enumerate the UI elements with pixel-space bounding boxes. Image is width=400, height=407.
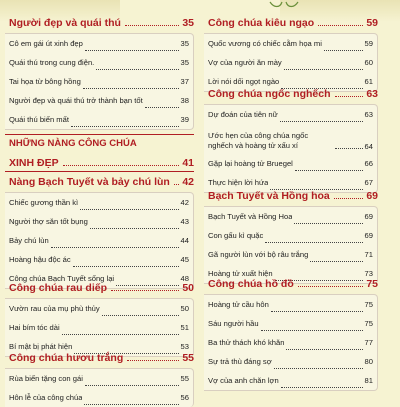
entry-title: Ước hẹn của công chúa ngốc nghếch và hoàng tử xấu xí (208, 131, 309, 150)
entry-page: 44 (180, 236, 189, 245)
entry-list (204, 206, 378, 284)
section-heading[interactable] (204, 276, 378, 290)
list-item[interactable] (204, 207, 377, 226)
list-item[interactable] (204, 105, 377, 124)
leader-dots (265, 242, 362, 243)
entry-page: 35 (180, 39, 189, 48)
list-item[interactable] (204, 245, 377, 264)
section-title: Công chúa ngốc nghếch (208, 88, 331, 100)
entry-title: Dự đoán của tiên nữ (208, 110, 278, 119)
leader-dots (80, 209, 178, 210)
leader-dots (90, 228, 179, 229)
section-heading[interactable] (204, 15, 378, 29)
entry-title: Chiếc gương thần kì (9, 198, 79, 207)
entry-title: Sáu người hầu (208, 319, 259, 328)
section-heading[interactable] (204, 188, 378, 202)
leader-dots (261, 330, 363, 331)
entry-page: 75 (364, 319, 373, 328)
entry-title: Vườn rau của mụ phù thủy (9, 304, 100, 313)
section-title: Người đẹp và quái thú (9, 17, 121, 29)
entry-page: 43 (180, 217, 189, 226)
entry-page: 37 (180, 77, 189, 86)
list-item[interactable] (5, 110, 193, 129)
section-cong-chua-huou-trang (5, 350, 194, 407)
entry-page: 45 (180, 255, 189, 264)
section-heading[interactable] (204, 86, 378, 100)
leader-dots (271, 311, 363, 312)
list-item[interactable] (5, 212, 193, 231)
entry-list (5, 368, 194, 407)
leader-dots (84, 404, 178, 405)
entry-title: Tai họa từ bông hồng (9, 77, 81, 86)
leader-dots (111, 290, 179, 291)
list-item[interactable] (5, 318, 193, 337)
list-item[interactable] (204, 53, 377, 72)
entry-title: Lời nói dối ngọt ngào (208, 77, 280, 86)
entry-page: 71 (364, 250, 373, 259)
leader-dots (294, 223, 362, 224)
section-page: 35 (182, 17, 194, 29)
leader-dots (174, 184, 179, 185)
list-item[interactable] (204, 352, 377, 371)
leader-dots (281, 387, 363, 388)
leader-dots (145, 107, 179, 108)
leader-dots (127, 360, 179, 361)
entry-page: 69 (364, 212, 373, 221)
entry-title: Bảy chú lùn (9, 236, 49, 245)
entry-title: Bạch Tuyết và Hồng Hoa (208, 212, 293, 221)
list-item[interactable] (5, 72, 193, 91)
entry-title: Hoàng tử cầu hôn (208, 300, 269, 309)
divider-line (5, 134, 194, 135)
list-item[interactable] (204, 295, 377, 314)
list-item[interactable] (5, 34, 193, 53)
section-page: 50 (182, 282, 194, 294)
section-title: Công chúa hươu trắng (9, 352, 124, 364)
entry-list (204, 33, 378, 92)
entry-title: Người đẹp và quái thú trở thành bạn tốt (9, 96, 143, 105)
list-item[interactable] (204, 34, 377, 53)
leader-dots (125, 25, 179, 26)
entry-page: 53 (180, 342, 189, 351)
entry-list (204, 294, 378, 391)
section-title: Công chúa rau diếp (9, 282, 108, 294)
leader-dots (63, 165, 180, 166)
list-item[interactable] (5, 53, 193, 72)
section-title: Công chúa kiêu ngạo (208, 17, 315, 29)
leader-dots (310, 261, 362, 262)
entry-page: 75 (364, 300, 373, 309)
list-item[interactable] (5, 388, 193, 407)
leader-dots (335, 96, 364, 97)
entry-page: 81 (364, 376, 373, 385)
leader-dots (295, 170, 363, 171)
leader-dots (62, 334, 179, 335)
entry-title: Hoàng hậu độc ác (9, 255, 71, 264)
entry-page: 63 (364, 110, 373, 119)
entry-title: Rùa biến tặng con gái (9, 374, 83, 383)
leader-dots (335, 148, 363, 149)
left-column (5, 0, 194, 400)
list-item[interactable] (204, 154, 377, 173)
leader-dots (334, 198, 364, 199)
entry-title: Công chúa Bạch Tuyết sống lại (9, 274, 115, 283)
leader-dots (318, 25, 363, 26)
entry-list (5, 298, 194, 357)
entry-page: 48 (180, 274, 189, 283)
entry-title: Vợ của người ăn mày (208, 58, 282, 67)
leader-dots (96, 69, 178, 70)
list-item[interactable] (204, 226, 377, 245)
entry-list (5, 33, 194, 130)
entry-title: Gặp lại hoàng tử Bruegel (208, 159, 293, 168)
entry-title: Quái thú biến mất (9, 115, 69, 124)
section-title: Nàng Bạch Tuyết và bảy chú lùn (9, 176, 170, 188)
leader-dots (73, 266, 179, 267)
leader-dots (85, 385, 179, 386)
section-page: 63 (366, 88, 378, 100)
entry-title: Gã người lùn với bộ râu trắng (208, 250, 309, 259)
list-item[interactable] (204, 124, 377, 154)
entry-page: 55 (180, 374, 189, 383)
entry-page: 80 (364, 357, 373, 366)
entry-page: 35 (180, 58, 189, 67)
entry-page: 42 (180, 198, 189, 207)
section-cong-chua-kieu-ngao (204, 15, 378, 92)
section-bach-tuyet (5, 174, 194, 289)
entry-page: 64 (364, 142, 373, 151)
entry-page: 51 (180, 323, 189, 332)
section-cong-chua-ho-do (204, 276, 378, 391)
section-title: Bạch Tuyết và Hồng hoa (208, 190, 330, 202)
part-heading[interactable] (5, 138, 194, 169)
section-nguoi-dep-va-quai-thu (5, 15, 194, 130)
leader-dots (51, 247, 179, 248)
entry-title: Sự trả thù đáng sợ (208, 357, 272, 366)
entry-title: Hôn lễ của công chúa (9, 393, 83, 402)
list-item[interactable] (5, 250, 193, 269)
section-page: 42 (182, 176, 194, 188)
entry-title: Con gấu kì quặc (208, 231, 264, 240)
entry-title: Quốc vương có chiếc cằm họa mi (208, 39, 322, 48)
leader-dots (274, 368, 363, 369)
entry-title: Hai bím tóc dài (9, 323, 60, 332)
list-item[interactable] (5, 193, 193, 212)
section-heading[interactable] (5, 350, 194, 364)
section-page: 59 (366, 17, 378, 29)
leader-dots (284, 69, 363, 70)
section-page: 69 (366, 190, 378, 202)
entry-title: Cô em gái út xinh đẹp (9, 39, 83, 48)
entry-title: Hoàng tử xuất hiện (208, 269, 273, 278)
leader-dots (298, 286, 364, 287)
right-column (204, 0, 378, 400)
entry-title: Ba thử thách khó khăn (208, 338, 285, 347)
part-page: 41 (182, 157, 194, 169)
entry-list (5, 192, 194, 289)
section-cong-chua-rau-diep (5, 280, 194, 357)
section-cong-chua-ngoc-nghech (204, 86, 378, 193)
entry-page: 77 (364, 338, 373, 347)
section-heading[interactable] (5, 174, 194, 188)
entry-title: Thực hiện lời hứa (208, 178, 269, 187)
entry-page: 38 (180, 96, 189, 105)
leader-dots (102, 315, 179, 316)
section-bach-tuyet-hong-hoa (204, 188, 378, 284)
section-page: 75 (366, 278, 378, 290)
section-heading[interactable] (5, 280, 194, 294)
divider-line (5, 171, 194, 172)
leader-dots (324, 50, 363, 51)
leader-dots (85, 50, 179, 51)
entry-page: 39 (180, 115, 189, 124)
entry-page: 73 (364, 269, 373, 278)
list-item[interactable] (5, 91, 193, 110)
entry-title: Quái thú trong cung điện. (9, 58, 95, 67)
section-page: 55 (182, 352, 194, 364)
section-heading[interactable] (5, 15, 194, 29)
entry-page: 56 (180, 393, 189, 402)
leader-dots (280, 121, 363, 122)
entry-page: 59 (364, 39, 373, 48)
entry-page: 69 (364, 231, 373, 240)
entry-page: 50 (180, 304, 189, 313)
entry-title: Vợ của anh chăn lợn (208, 376, 279, 385)
list-item[interactable] (204, 314, 377, 333)
entry-title: Bí mật bị phát hiện (9, 342, 73, 351)
entry-list (204, 104, 378, 193)
list-item[interactable] (5, 369, 193, 388)
leader-dots (71, 126, 179, 127)
list-item[interactable] (204, 333, 377, 352)
entry-page: 60 (364, 58, 373, 67)
entry-page: 66 (364, 159, 373, 168)
section-title: Công chúa hồ đồ (208, 278, 294, 290)
entry-page: 61 (364, 77, 373, 86)
entry-title: Người thợ săn tốt bụng (9, 217, 88, 226)
list-item[interactable] (5, 299, 193, 318)
part-title-line1: NHỮNG NÀNG CÔNG CHÚA (9, 138, 137, 149)
leader-dots (83, 88, 179, 89)
list-item[interactable] (5, 231, 193, 250)
list-item[interactable] (204, 371, 377, 390)
entry-page: 67 (364, 178, 373, 187)
leader-dots (286, 349, 362, 350)
part-title-line2: XINH ĐẸP (9, 157, 59, 169)
